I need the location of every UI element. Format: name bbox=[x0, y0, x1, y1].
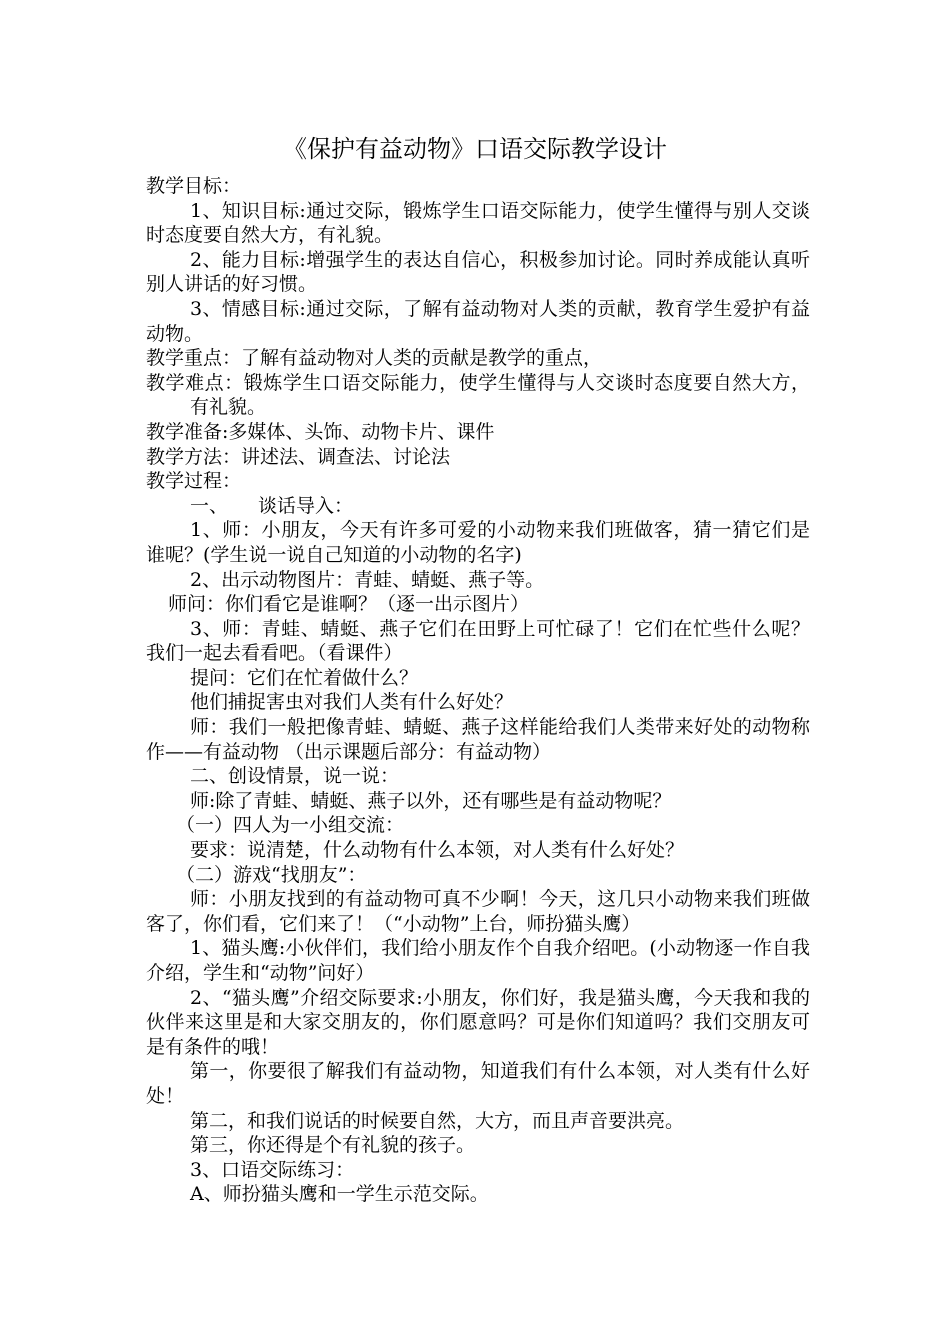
teacher-asks: 师问：你们看它是谁啊？（逐一出示图片） bbox=[168, 593, 530, 616]
condition-second: 第二，和我们说话的时候要自然，大方，而且声音要洪亮。 bbox=[190, 1109, 685, 1132]
heading-teaching-goals: 教学目标： bbox=[146, 175, 242, 197]
game-find-friends: （二）游戏“找朋友”： bbox=[176, 863, 367, 886]
step-1-guess-animals: 1、师：小朋友，今天有许多可爱的小动物来我们班做客，猜一猜它们是谁呢？(学生说一说自己知道的小动物的名字) bbox=[146, 519, 810, 566]
owl-introduction: 1、猫头鹰:小伙伴们，我们给小朋友作个自我介绍吧。(小动物逐一作自我介绍，学生和“动物”问好） bbox=[146, 937, 810, 984]
section-two-heading: 二、创设情景，说一说： bbox=[190, 765, 400, 788]
teaching-preparation: 教学准备:多媒体、头饰、动物卡片、课件 bbox=[146, 420, 495, 443]
owl-requirements: 2、“猫头鹰”介绍交际要求:小朋友，你们好，我是猫头鹰，今天我和我的伙伴来这里是和大家交朋友的，你们愿意吗？可是你们知道吗？我们交朋友可是有条件的哦！ bbox=[146, 986, 810, 1058]
goal-knowledge: 1、知识目标:通过交际，锻炼学生口语交际能力，使学生懂得与别人交谈时态度要自然大方，有礼貌。 bbox=[146, 199, 810, 247]
condition-first: 第一，你要很了解我们有益动物，知道我们有什么本领，对人类有什么好处！ bbox=[146, 1060, 810, 1107]
demo-dialogue: A、师扮猫头鹰和一学生示范交际。 bbox=[190, 1183, 489, 1206]
section-one-number: 一、 bbox=[190, 494, 229, 517]
teaching-methods: 教学方法：讲述法、调查法、讨论法 bbox=[146, 445, 451, 468]
goal-ability: 2、能力目标:增强学生的表达自信心，积极参加讨论。同时养成能认真听别人讲话的好习惯。 bbox=[146, 248, 810, 296]
document-title: 《保护有益动物》口语交际教学设计 bbox=[283, 135, 667, 163]
question-benefit: 他们捕捉害虫对我们人类有什么好处？ bbox=[190, 691, 514, 714]
section-one-heading bbox=[146, 494, 810, 519]
teaching-difficulty: 教学难点：锻炼学生口语交际能力，使学生懂得与人交谈时态度要自然大方，有礼貌。 bbox=[146, 371, 810, 419]
step-2-show-pictures: 2、出示动物图片：青蛙、蜻蜓、燕子等。 bbox=[190, 568, 545, 591]
step-3-field-busy: 3、师：青蛙、蜻蜓、燕子它们在田野上可忙碌了！它们在忙些什么呢？我们一起去看看吧。（看课件） bbox=[146, 617, 810, 665]
teacher-animals-visit: 师：小朋友找到的有益动物可真不少啊！今天，这几只小动物来我们班做客了，你们看，它们来了！（“小动物”上台，师扮猫头鹰） bbox=[146, 888, 810, 935]
goal-emotion: 3、情感目标:通过交际，了解有益动物对人类的贡献，教育学生爱护有益动物。 bbox=[146, 297, 810, 345]
teacher-asks-more: 师:除了青蛙、蜻蜓、燕子以外，还有哪些是有益动物呢？ bbox=[190, 789, 672, 812]
teacher-defines-beneficial: 师：我们一般把像青蛙、蜻蜓、燕子这样能给我们人类带来好处的动物称作——有益动物 （出示课题后部分：有益动物） bbox=[146, 716, 810, 763]
group-discussion: （一）四人为一小组交流： bbox=[176, 814, 405, 837]
oral-practice: 3、口语交际练习： bbox=[190, 1158, 355, 1181]
requirement: 要求：说清楚，什么动物有什么本领，对人类有什么好处？ bbox=[190, 839, 685, 862]
heading-teaching-process: 教学过程： bbox=[146, 470, 242, 493]
section-one-title: 谈话导入： bbox=[258, 494, 354, 517]
condition-third: 第三，你还得是个有礼貌的孩子。 bbox=[190, 1134, 476, 1157]
question-busy: 提问：它们在忙着做什么？ bbox=[190, 666, 419, 689]
document-body bbox=[146, 174, 810, 1207]
teaching-focus: 教学重点：了解有益动物对人类的贡献是教学的重点， bbox=[146, 347, 603, 370]
